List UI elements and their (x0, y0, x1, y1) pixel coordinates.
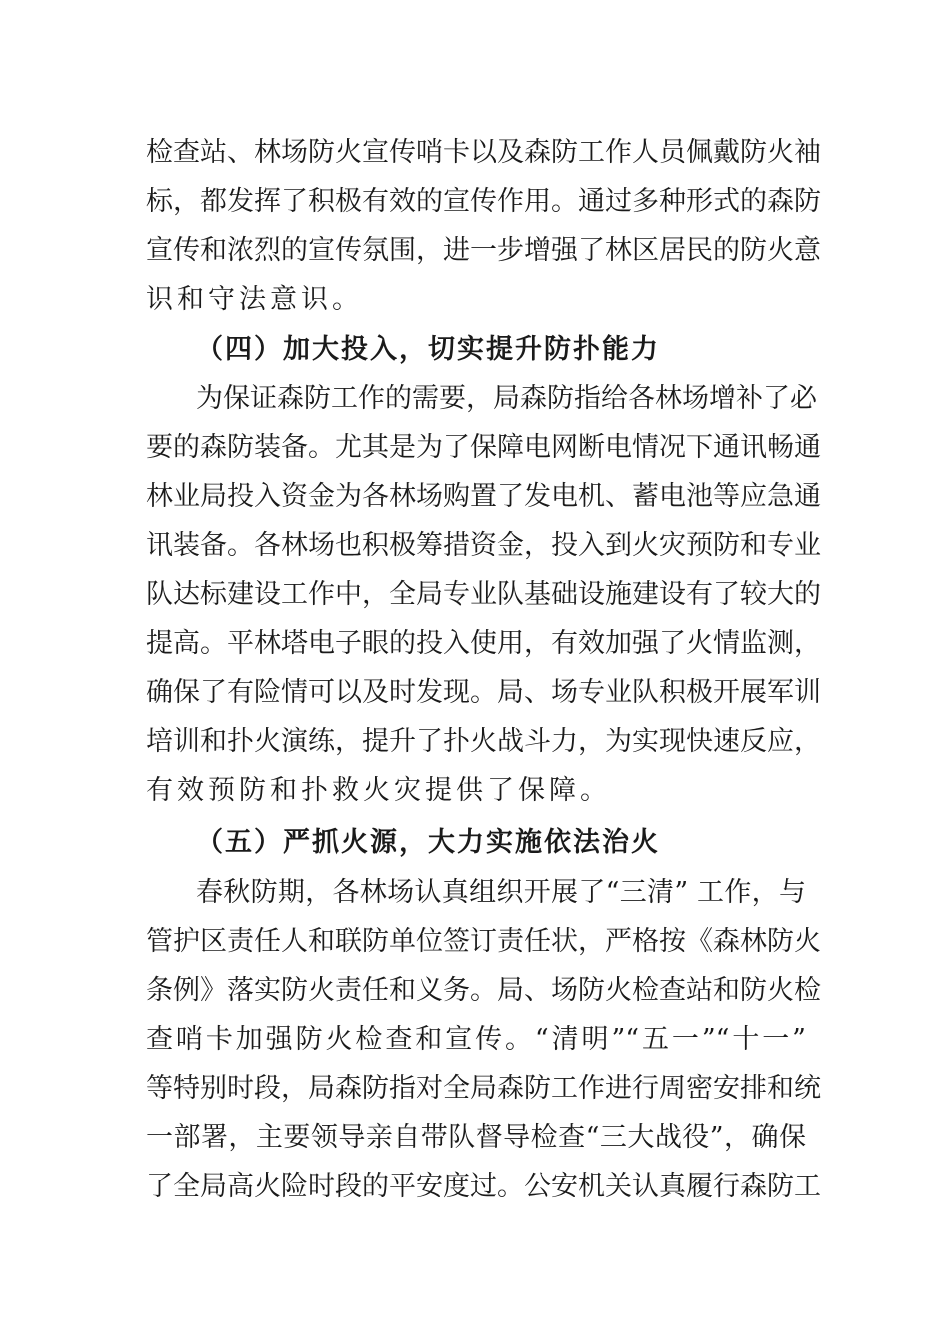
paragraph-line: 标，都发挥了积极有效的宣传作用。通过多种形式的森防 (146, 186, 821, 217)
paragraph-line: 条例》落实防火责任和义务。局、场防火检查站和防火检 (146, 975, 821, 1006)
paragraph-line: 提高。平林塔电子眼的投入使用，有效加强了火情监测， (146, 628, 821, 659)
paragraph-line: 讯装备。各林场也积极筹措资金，投入到火灾预防和专业 (146, 530, 821, 561)
paragraph-line: 春秋防期，各林场认真组织开展了“三清” 工作，与 (196, 877, 806, 908)
paragraph-line: 了全局高火险时段的平安度过。公安机关认真履行森防工 (146, 1171, 821, 1202)
paragraph-line: 为保证森防工作的需要，局森防指给各林场增补了必 (196, 383, 817, 414)
paragraph-line: 管护区责任人和联防单位签订责任状，严格按《森林防火 (146, 926, 821, 957)
paragraph-line: 确保了有险情可以及时发现。局、场专业队积极开展军训 (146, 677, 821, 708)
paragraph-line: 有效预防和扑救火灾提供了保障。 (146, 775, 611, 806)
paragraph-line: 查哨卡加强防火检查和宣传。“清明”“五一”“十一” (146, 1024, 806, 1055)
paragraph-line: 队达标建设工作中，全局专业队基础设施建设有了较大的 (146, 579, 821, 610)
paragraph-line: 等特别时段，局森防指对全局森防工作进行周密安排和统 (146, 1073, 821, 1104)
paragraph-line: 识和守法意识。 (146, 284, 363, 315)
paragraph-line: 检查站、林场防火宣传哨卡以及森防工作人员佩戴防火袖 (146, 137, 821, 168)
section-heading: （五）严抓火源，大力实施依法治火 (196, 827, 660, 858)
paragraph-line: 一部署，主要领导亲自带队督导检查“三大战役”，确保 (146, 1122, 806, 1153)
section-heading: （四）加大投入，切实提升防扑能力 (196, 334, 660, 365)
paragraph-line: 林业局投入资金为各林场购置了发电机、蓄电池等应急通 (146, 481, 821, 512)
paragraph-line: 培训和扑火演练，提升了扑火战斗力，为实现快速反应， (146, 726, 821, 757)
paragraph-line: 宣传和浓烈的宣传氛围，进一步增强了林区居民的防火意 (146, 235, 821, 266)
paragraph-line: 要的森防装备。尤其是为了保障电网断电情况下通讯畅通 (146, 432, 821, 463)
